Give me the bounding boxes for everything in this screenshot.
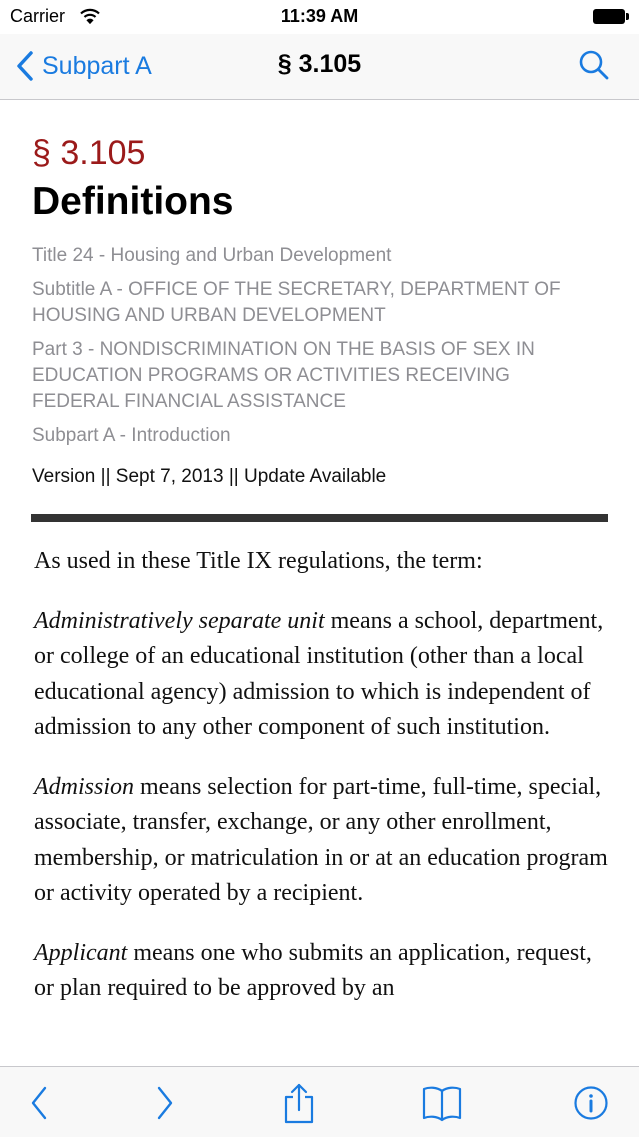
share-icon [282,1082,316,1124]
definition-term: Applicant [34,939,128,966]
previous-button[interactable] [17,1081,61,1125]
chevron-right-icon [155,1086,175,1120]
definition-paragraph [34,770,614,912]
divider [31,514,608,522]
info-button[interactable] [569,1081,613,1125]
subtitle-line: Subtitle A - OFFICE OF THE SECRETARY, DEPARTMENT OF HOUSING AND URBAN DEVELOPMENT [32,279,561,326]
bottom-toolbar [0,1066,639,1137]
search-icon [577,48,611,82]
bookmarks-button[interactable] [420,1081,464,1125]
section-number: § 3.105 [32,134,146,172]
status-bar [0,0,639,34]
back-button-label: Subpart A [42,51,152,80]
carrier-label: Carrier [10,6,66,26]
version-line: Version || Sept 7, 2013 || Update Available [32,466,387,487]
navigation-bar [0,34,639,100]
definition-text: means selection for part-time, full-time, special, associate, transfer, exchange, or any other enrollment, membership, or matriculation in or at an education program or activity operated by a recipient. [34,773,608,906]
chevron-left-icon [16,51,34,81]
intro-paragraph: As used in these Title IX regulations, the term: [34,548,483,574]
status-time: 11:39 AM [280,6,359,26]
book-icon [421,1084,463,1122]
next-button[interactable] [143,1081,187,1125]
definition-text: means one who submits an application, request, or plan required to be approved by an [34,939,592,1001]
battery-icon [593,9,629,24]
part-line: Part 3 - NONDISCRIMINATION ON THE BASIS OF SEX IN EDUCATION PROGRAMS OR ACTIVITIES RECEIVING FEDERAL FINANCIAL ASSISTANCE [32,339,535,412]
definition-paragraph [34,604,614,746]
title-line: Title 24 - Housing and Urban Development [32,245,392,266]
back-button[interactable] [16,48,152,84]
regulation-body [34,544,614,1031]
subpart-line: Subpart A - Introduction [32,425,231,446]
definition-term: Admission [34,773,135,800]
section-title: Definitions [32,180,234,223]
definition-term: Administratively separate unit [34,607,325,634]
content-scroll-area[interactable] [0,100,639,1066]
info-icon [573,1085,609,1121]
chevron-left-icon [29,1086,49,1120]
definition-text: means a school, department, or college of an educational institution (other than a local educational agency) admission to which is independent of admission to any other component of such institution. [34,607,604,740]
share-button[interactable] [277,1081,321,1125]
definition-paragraph [34,936,614,1007]
search-button[interactable] [577,48,611,82]
nav-title: § 3.105 [277,50,362,78]
